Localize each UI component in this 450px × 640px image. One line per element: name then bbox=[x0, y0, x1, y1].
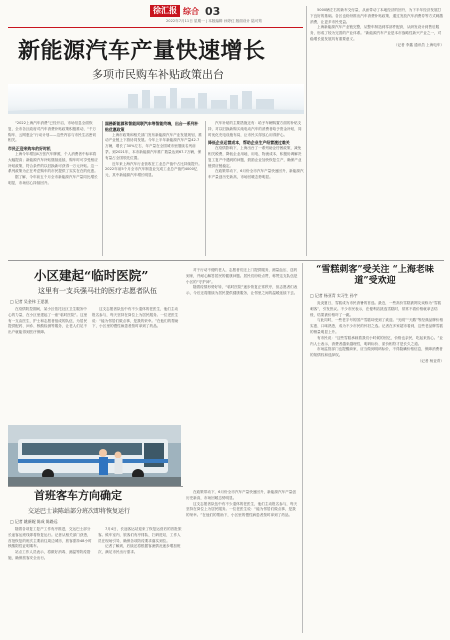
lower-headline: 首班客车方向确定 bbox=[34, 489, 122, 502]
dateline: 2022年7月11日 星期一 | 本版编辑 孙婷红 版面设计 陆可筠 bbox=[166, 19, 262, 23]
lead-column-3 bbox=[208, 121, 304, 259]
lead-column-1 bbox=[8, 121, 99, 259]
lead-paragraph: 上海今年增加4万张汽车牌照，个人消费者中标率将大幅提高；新能源汽车补贴继续延续，购车时可享受相应补贴政策，符合条件的以旧换新可获得一万元补贴。这一系列政策为正在考虑购车的市民提供了实实在在的优惠。 bbox=[8, 151, 98, 174]
lead-subtitle-3: 降低企业运营成本，帮助企业生产经营渡过难关 bbox=[208, 140, 290, 146]
lower-column-1 bbox=[8, 527, 94, 632]
column-divider bbox=[302, 263, 303, 633]
lower-paragraph: 在政策带动下，6月份全市汽车产量快速回升，新能源汽车产量创历史新高，市场回暖态势明显。 bbox=[186, 490, 296, 500]
lead-paragraph: 在疫情影响下，上海出台了一系列助企纾困政策，减免相关税费，降低企业用地、用电、物流成本，积极协调解决复工复产中遇到的问题，鼓励企业加快恢复生产，确保产业链供应链稳定。 bbox=[208, 146, 302, 168]
lead-paragraph: 在政策带动下，6月份全市汽车产量快速回升，新能源汽车产量创历史新高，市场回暖态势明显。 bbox=[208, 169, 304, 180]
right-headline bbox=[306, 265, 444, 287]
right-headline-text: “雪糕刺客”受关注 “上海老味道”受欢迎 bbox=[316, 265, 434, 286]
section-divider bbox=[8, 260, 444, 261]
masthead-section: 综合 bbox=[183, 6, 199, 16]
mid-paragraph: 这支志愿者队伍中有不少退休的老医生，他们主动报名参与，每天坚持在岗位上为居民服务。一位老医生说：“能为邻居们做点事，是我的荣幸。”在他们的帮助下，小区里的慢性病患者按时拿到了药品。 bbox=[92, 307, 179, 329]
lead-paragraph: 5000辆左右的新车交付量，从而带动了本地经济的回升，为下半年经济发展打下良好的基础。各区也纷纷推出汽车消费补贴政策，通过发放汽车消费券等方式刺激消费，让更多市民受益。 bbox=[310, 8, 443, 24]
mid-headline: 小区建起“临时医院” bbox=[34, 268, 149, 283]
mid-paragraph: 在疫情防控期间，某小区依托社区卫生服务中心的力量，在小区里建起了一座“临时医院”。这里有一支由医生、护士和志愿者组成的队伍，为居民提供配药、问诊、核酸检测等服务，让老人们足不出户就能得到医疗保障。 bbox=[8, 307, 88, 335]
column-divider bbox=[205, 121, 206, 256]
mid-byline: □ 记者 吴金伟 王思凯 bbox=[10, 299, 49, 304]
lower-column-3 bbox=[186, 490, 298, 632]
lead-column-2 bbox=[105, 121, 202, 259]
column-divider bbox=[306, 6, 307, 256]
lead-image bbox=[8, 84, 304, 114]
mid-column-2 bbox=[92, 307, 180, 421]
lower-paragraph: 随着各项复工复产工作有序推进，交运巴士部分长途客运班线即将恢复运行。记者从相关部门获悉，首批恢复的班次主要前往周边城市，旅客需持48小时核酸阴性证明乘车。 bbox=[8, 527, 92, 549]
lead-byline: （记者 李鑫 通讯员 上海电车） bbox=[393, 42, 444, 47]
mid-paragraph: 对于行动不便的老人，志愿者们还上门提供服务，测量血压、送药到家，并耐心解答居民的健康问题。居民们纷纷点赞，称赞这支队伍是小区的“守护神”。 bbox=[186, 268, 298, 284]
right-paragraph: 与此同时，一些老字号的国产雪糕却受到了欢迎。“光明”“天鹅”等经典品牌价格实惠、口味熟悉，成为不少市民的怀旧之选。记者在多家超市看到，这些老品牌雪糕的销量明显上升。 bbox=[310, 318, 444, 334]
right-byline: □ 记者 杨亚青 实习生 孙宇 bbox=[310, 293, 358, 298]
mid-paragraph: 随着疫情形势好转，“临时医院”逐步恢复正常秩序，但志愿者们表示，今后还将继续为居民提供健康服务，让邻里之间的温暖延续下去。 bbox=[186, 285, 298, 296]
mid-subheadline: 这里有一支兵强马壮的医疗志愿者队伍 bbox=[38, 287, 157, 295]
right-byline-end: （记者 杨亚青） bbox=[417, 358, 444, 363]
lead-subtitle-2: 国務新能源和智能网联汽车等智能终端，出台一系列补贴优惠政策 bbox=[105, 121, 199, 132]
lead-paragraph: 上海新能源汽车产业链完整，从整车制造到零部件配套，从研发设计到售后服务，形成了较为完善的产业体系。”新能源汽车产业是本市战略性新兴产业之一，对稳增长促发展具有重要意义。 bbox=[310, 25, 442, 41]
masthead bbox=[150, 4, 220, 18]
lower-paragraph: 7月4日，长途客运站迎来了恢复运营后的首批旅客。候车室内，旅客们有序排队、扫码进站，工作人员在现场引导，确保各项防疫要求落实到位。 bbox=[98, 527, 182, 543]
lead-subheadline: 多项市民购车补贴政策出台 bbox=[92, 68, 224, 81]
bus-station-photo bbox=[8, 425, 181, 486]
lead-paragraph: 近年来上海汽车行业营收在工业总产值中占比持续提升。2022年前5个月全市汽车制造业完成工业总产值约4000亿元，其中新能源汽车增长明显。 bbox=[105, 161, 202, 178]
masthead-brand: 徐汇报 bbox=[150, 5, 180, 17]
mid-column-1 bbox=[8, 307, 88, 421]
lead-paragraph: 据了解，今年前五个月全市新能源汽车产量同比增长明显，市场信心持续回升。 bbox=[8, 175, 98, 185]
right-story-body bbox=[310, 301, 444, 631]
lower-paragraph: 这支志愿者队伍中有不少退休的老医生，他们主动报名参与，每天坚持在岗位上为居民服务。一位老医生说：“能为邻居们做点事，是我的荣幸。”在他们的帮助下，小区里的慢性病患者按时拿到了药品。 bbox=[186, 501, 298, 518]
bus-photo-illustration bbox=[8, 425, 181, 486]
lower-subheadline: 交运巴士读陈站部分班次即将恢复运行 bbox=[28, 508, 131, 515]
lead-continuation-column bbox=[310, 8, 444, 252]
top-rule bbox=[8, 27, 303, 28]
mid-column-3 bbox=[186, 268, 298, 486]
lower-column-2 bbox=[98, 527, 182, 632]
right-paragraph: 炎炎夏日，雪糕成为市民消暑的首选。最近，一些高价雪糕被网友戏称为“雪糕刺客”，引发热议。不少市民表示，在便利店挑选雪糕时，常常不看价格就拿去结账，结果被价格吓了一跳。 bbox=[310, 301, 442, 317]
lower-paragraph: 记者了解到，后续还将根据客流情况逐步增加班次，满足市民出行需求。 bbox=[98, 544, 181, 555]
city-skyline-illustration bbox=[8, 84, 304, 114]
lead-subtitle-1: 市民正迎来购车的好时机 bbox=[8, 146, 51, 152]
page-number: 03 bbox=[205, 4, 221, 18]
lead-headline: 新能源汽车产量快速增长 bbox=[18, 38, 266, 64]
lower-byline: □ 记者 姚新妮 陈成 陈路远 bbox=[10, 519, 58, 524]
lower-paragraph: 站点工作人员表示，将做好消毒、测温等防疫措施，确保旅客安全出行。 bbox=[8, 550, 91, 560]
lead-paragraph: 汽车补贴的主要措施还有：给予车辆购置方面的补贴支持，对以旧换新购买纯电动汽车的消费者给予资金补贴，同时优化充电设施布局，让市民买得放心用得舒心。 bbox=[208, 121, 302, 137]
column-divider bbox=[102, 121, 103, 256]
lead-paragraph: 上海市政策和相关部门发布新能源汽车产业发展规划，推动产业链上下游协同发展。今年上半年新能源汽车产量42.7万辆，增长了30%左右，年产量在全国城市里继续名列前茅。到2021年，本市新能源汽车推广数量达到67.7万辆，保有量占全国领先位置。 bbox=[105, 132, 202, 160]
right-paragraph: 市场监管部门也提醒商家，应当做到明码标价，不得隐瞒价格信息，保障消费者的知情权和选择权。 bbox=[310, 347, 443, 358]
lead-paragraph: “2022上海汽车消费”已经开启，市场信息全面恢复，全市各区政府对汽车消费补贴政策积极推动，“千万购车、云网惠企”行动计划——这些内容与市民生活密切相关。 bbox=[8, 121, 97, 143]
right-paragraph: 有市民说：“这些雪糕承载着我们小时候的回忆，价格也亲民，吃起来放心。”业内人士表示，消费者越来越理性，明码标价、质价相符才是长久之道。 bbox=[310, 335, 443, 346]
